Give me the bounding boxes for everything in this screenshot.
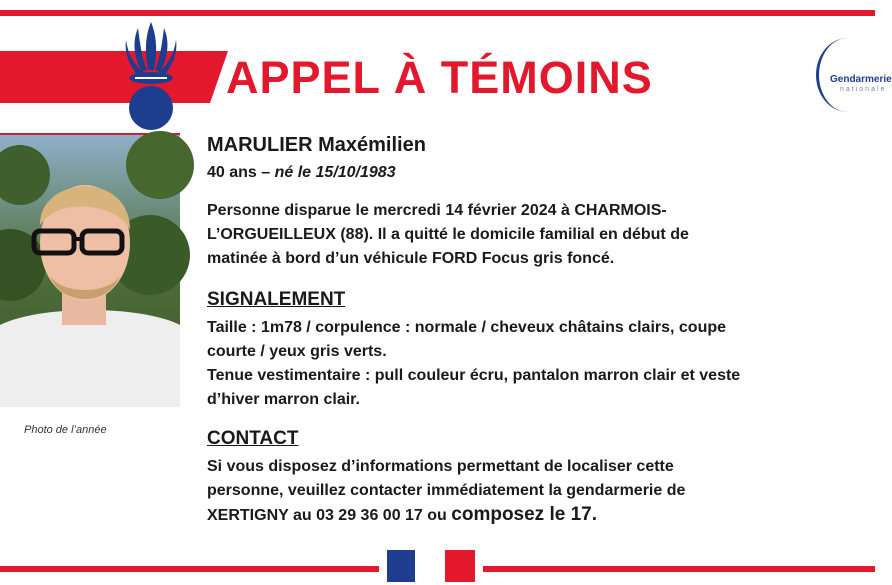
description-line: L’ORGUEILLEUX (88). Il a quitté le domicile familial en début de: [207, 226, 689, 243]
logo-name: Gendarmerie: [830, 74, 892, 85]
description-line: Personne disparue le mercredi 14 février 2024 à CHARMOIS-: [207, 202, 667, 219]
contact-line: Si vous disposez d’informations permettant de localiser cette: [207, 458, 674, 475]
grenade-icon: [118, 20, 184, 132]
logo-subtitle: nationale: [840, 86, 887, 93]
description-line: matinée à bord d’un véhicule FORD Focus gris foncé.: [207, 250, 615, 267]
flag-white-band: [415, 550, 445, 582]
gendarmerie-logo: [810, 38, 892, 118]
portrait-image: [0, 135, 180, 407]
flag-red-band: [445, 550, 475, 582]
flag-blue-band: [387, 550, 415, 582]
signalement-text: [207, 316, 875, 412]
contact-line: [207, 503, 875, 528]
photo-caption: Photo de l’année: [24, 424, 107, 436]
contact-heading: CONTACT: [207, 428, 299, 449]
marianne-logo: [379, 546, 483, 585]
top-red-rule: [0, 10, 875, 16]
person-age: 40 ans – né le 15/10/1983: [207, 164, 396, 181]
contact-text: [207, 455, 875, 528]
signalement-line: d’hiver marron clair.: [207, 391, 360, 408]
birth-date: né le 15/10/1983: [274, 164, 396, 181]
signalement-line: courte / yeux gris verts.: [207, 343, 387, 360]
signalement-line: Taille : 1m78 / corpulence : normale / cheveux châtains clairs, coupe: [207, 319, 727, 336]
disappearance-description: [207, 199, 875, 271]
missing-person-photo: [0, 133, 180, 405]
signalement-heading: SIGNALEMENT: [207, 289, 346, 310]
age-value: 40 ans: [207, 164, 257, 181]
contact-phone: XERTIGNY au 03 29 36 00 17 ou: [207, 507, 452, 524]
page-title: APPEL À TÉMOINS: [226, 52, 653, 103]
contact-line: personne, veuillez contacter immédiatement la gendarmerie de: [207, 482, 686, 499]
signalement-line: Tenue vestimentaire : pull couleur écru, pantalon marron clair et veste: [207, 367, 741, 384]
person-name: MARULIER Maxémilien: [207, 134, 426, 156]
emergency-call: composez le 17.: [451, 504, 597, 525]
